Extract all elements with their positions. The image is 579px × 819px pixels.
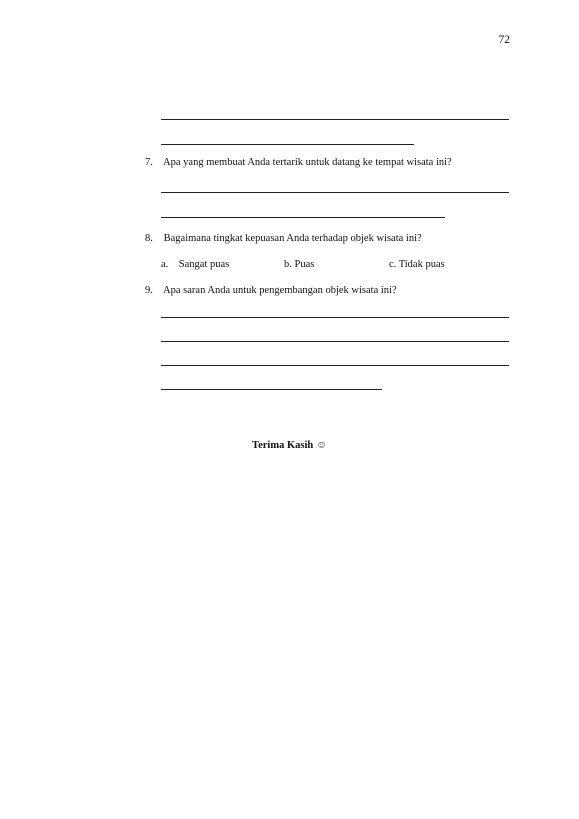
answer-line: [161, 144, 414, 145]
question-number: 9.: [145, 285, 153, 296]
question-text: Apa yang membuat Anda tertarik untuk datang ke tempat wisata ini?: [163, 157, 452, 168]
question-7: [145, 157, 452, 168]
answer-line: [161, 119, 509, 120]
question-9: [145, 285, 397, 296]
option-b: b. Puas: [284, 259, 315, 270]
answer-line: [161, 341, 509, 342]
answer-line: [161, 365, 509, 366]
answer-line: [161, 317, 509, 318]
question-text: Bagaimana tingkat kepuasan Anda terhadap objek wisata ini?: [163, 233, 422, 244]
answer-line: [161, 217, 445, 218]
option-c: c. Tidak puas: [389, 259, 445, 270]
question-number: 8.: [145, 233, 153, 244]
closing-text: Terima Kasih: [252, 440, 314, 451]
page-number: 72: [498, 34, 510, 46]
answer-line: [161, 389, 382, 390]
answer-line: [161, 192, 509, 193]
smiley-icon: ☺: [316, 440, 327, 451]
question-number: 7.: [145, 157, 153, 168]
closing-message: [0, 440, 579, 451]
question-8: [145, 233, 422, 244]
question-text: Apa saran Anda untuk pengembangan objek wisata ini?: [163, 285, 397, 296]
option-a: a. Sangat puas: [161, 259, 230, 270]
